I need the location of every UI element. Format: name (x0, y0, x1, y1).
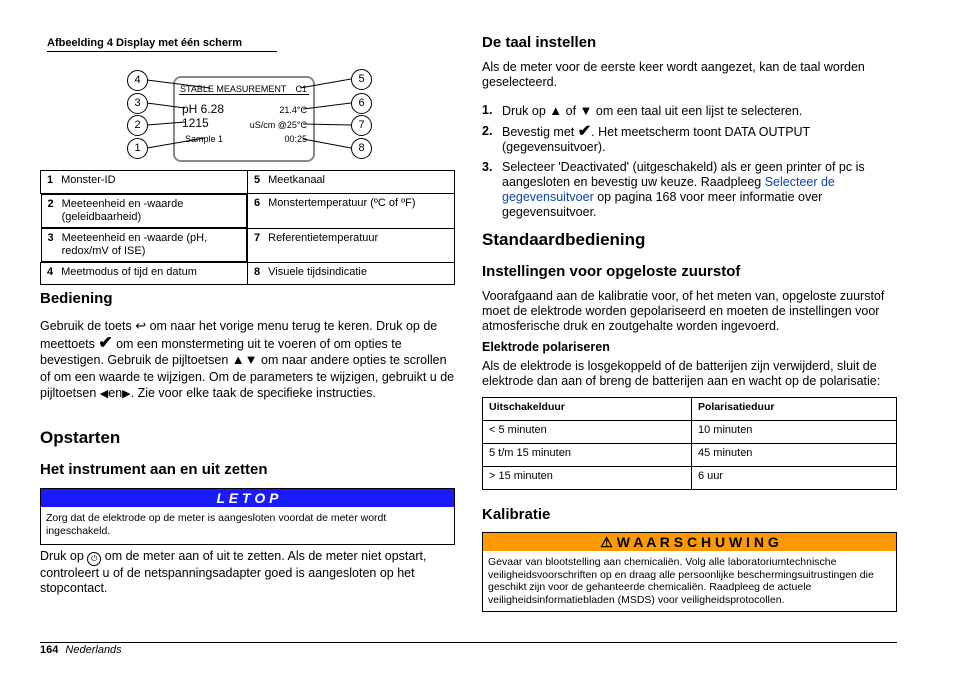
note-text: Zorg dat de elektrode op de meter is aangesloten voordat de meter wordt ingeschakeld. (46, 512, 387, 537)
lcd-reading1: pH 6.28 (182, 102, 225, 116)
warning-title: ⚠ W A A R S C H U W I N G (483, 533, 896, 551)
footer (40, 644, 122, 657)
callout-3: 3 (127, 93, 148, 114)
bediening-heading: Bediening (40, 290, 113, 307)
instrument-subheading: Het instrument aan en uit zetten (40, 461, 268, 478)
lcd-header: STABLE MEASUREMENT (180, 84, 287, 94)
note-title: L E T O P (41, 489, 454, 507)
up-arrow-icon: ▲ (549, 103, 563, 118)
down-arrow-icon: ▼ (579, 103, 593, 118)
back-arrow-icon: ↩ (135, 318, 147, 333)
table-row: 1 Monster-ID 5 Meetkanaal (41, 171, 455, 194)
lcd-reading2: 1215 (182, 116, 209, 130)
callout-4: 4 (127, 70, 148, 91)
footer-language: Nederlands (65, 644, 122, 656)
page-number: 164 (40, 644, 59, 656)
opstarten-heading: Opstarten (40, 428, 121, 447)
down-arrow-icon: ▼ (244, 352, 258, 367)
taal-intro: Als de meter voor de eerste keer wordt aangezet, kan de taal worden geselecteerd. (482, 60, 865, 89)
bediening-text: Gebruik de toets ↩ om naar het vorige menu terug te keren. Druk op de meettoets ✔ om een monstermeting uit te voeren of om opties te bevestigen. Gebruik de pijltoetsen ▲▼ om naar andere opties te scrollen of om een waarde te wijzigen. Om de parameters te wijzigen, gebruikt u de pijltoetsen ◀en▶. Zie voor elke taak de specifieke instructies. (40, 318, 455, 400)
lcd-channel: C1 (295, 84, 307, 94)
callout-1: 1 (127, 138, 148, 159)
table-row: < 5 minuten 10 minuten (483, 421, 897, 444)
table-header-row: Uitschakelduur Polarisatieduur (483, 398, 897, 421)
lcd-temp2: uS/cm @25°C (249, 120, 307, 130)
warning-triangle-icon: ⚠ (600, 534, 613, 550)
table-row: 3 Meeteenheid en -waarde (pH, redox/mV of ISE) 7 Referentietemperatuur (41, 228, 455, 263)
checkmark-icon: ✔ (577, 123, 592, 140)
note-box (40, 488, 455, 545)
polariseren-text: Als de elektrode is losgekoppeld of de batterijen zijn verwijderd, sluit de elektrode dan aan of breng de batterijen aan en wacht op de polarisatie: (482, 359, 881, 388)
warning-text: Gevaar van blootstelling aan chemicaliën. Volg alle laboratoriumtechnische veiligheidsvoorschriften op en draag alle persoonlijke beschermingsuitrustingen die geschikt zijn voor de gehanteerde chemicaliën. Raadpleeg de actuele veiligheidsinformatiebladen (MSDS) voor veiligheidsprotocollen. (488, 556, 874, 606)
lcd-temp1: 21.4°C (279, 105, 307, 115)
footer-rule (40, 642, 897, 643)
table-row: 4 Meetmodus of tijd en datum 8 Visuele tijdsindicatie (41, 263, 455, 285)
up-arrow-icon: ▲ (231, 352, 245, 367)
standaard-heading: Standaardbediening (482, 230, 646, 249)
list-item: 1. Druk op ▲ of ▼ om een taal uit een lijst te selecteren. (482, 103, 803, 118)
lcd-sample: Sample 1 (185, 134, 224, 144)
callout-6: 6 (351, 93, 372, 114)
taal-heading: De taal instellen (482, 34, 597, 51)
list-item: 2. Bevestig met ✔. Het meetscherm toont DATA OUTPUT (gegevensuitvoer). (482, 123, 810, 154)
polarisatie-table (482, 397, 897, 490)
list-item: 3. Selecteer 'Deactivated' (uitgeschakeld) als er geen printer of pc is aangesloten en bevestig uw keuze. Raadpleeg Selecteer de gegevensuitvoer op pagina 168 voor meer informatie over gegevensuitvoer. (482, 160, 865, 219)
gegevensuitvoer-link[interactable]: Selecteer de gegevensuitvoer (502, 175, 835, 204)
lcd-time: 00:25 (284, 134, 307, 144)
zuurstof-intro: Voorafgaand aan de kalibratie voor, of het meten van, opgeloste zuurstof moet de elektrode worden gepolariseerd en moeten de instellingen voor atmosferische druk en zoutgehalte worden ingevoerd. (482, 289, 885, 333)
power-icon: ⏻ (87, 552, 101, 566)
warning-box (482, 532, 897, 612)
figure-caption: Afbeelding 4 Display met één scherm (47, 37, 277, 52)
callout-2: 2 (127, 115, 148, 136)
checkmark-icon: ✔ (98, 332, 113, 352)
callout-7: 7 (351, 115, 372, 136)
right-arrow-icon: ▶ (122, 388, 131, 400)
power-text: Druk op ⏻ om de meter aan of uit te zetten. Als de meter niet opstart, controleert u of de netspanningsadapter goed is aangesloten op het stopcontact. (40, 549, 427, 595)
callout-8: 8 (351, 138, 372, 159)
polariseren-heading: Elektrode polariseren (482, 340, 610, 354)
legend-table (40, 170, 455, 285)
taal-steps (482, 103, 894, 225)
zuurstof-subheading: Instellingen voor opgeloste zuurstof (482, 263, 741, 280)
table-row: > 15 minuten 6 uur (483, 467, 897, 490)
table-row: 5 t/m 15 minuten 45 minuten (483, 444, 897, 467)
callout-5: 5 (351, 69, 372, 90)
left-arrow-icon: ◀ (99, 388, 109, 400)
table-row: 2 Meeteenheid en -waarde (geleidbaarheid) 6 Monstertemperatuur (ºC of ºF) (41, 194, 455, 229)
kalibratie-heading: Kalibratie (482, 506, 551, 523)
